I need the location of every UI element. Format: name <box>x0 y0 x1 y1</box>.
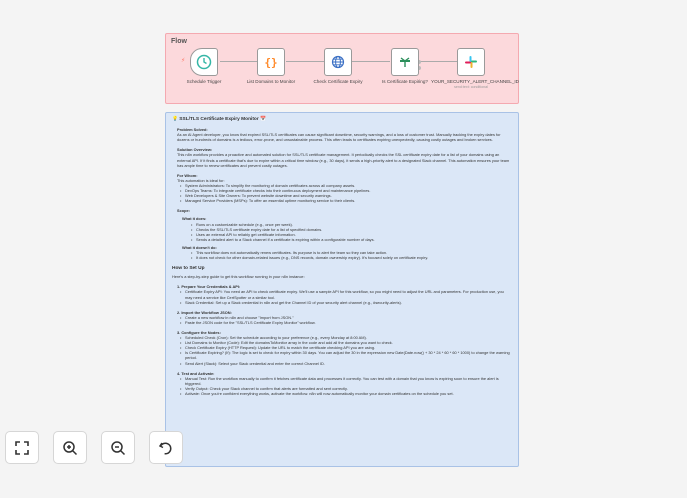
trigger-bolt-icon: ⚡ <box>181 58 186 64</box>
node-schedule-trigger[interactable] <box>190 48 218 76</box>
doesnt-heading: What it doesn't do: <box>182 244 217 250</box>
zoom-in-icon <box>62 440 78 456</box>
zoom-in-button[interactable] <box>53 431 87 464</box>
for-whom-heading: For Whom: <box>177 172 198 178</box>
fit-view-icon <box>14 440 30 456</box>
node-label: Check Certificate Expiry <box>313 79 363 84</box>
node-label: Schedule Trigger <box>186 79 222 84</box>
code-braces-icon: {} <box>264 55 278 69</box>
list-item: • Certificate Expiry API: You need an API to check certificate expiry. We'll use a sample API for this workflow, so you might need to adjust the URL and parameters. For production use, you may need a service like CertSpotter or a similar tool. <box>177 289 512 299</box>
node-list-domains[interactable] <box>257 48 285 76</box>
problem-text: As an AI Agent developer, you know that expired SSL/TLS certificates can cause significant downtime, security warnings, and a loss of customer trust. Manually tracking the expiry dates for dozens or hundreds of domains is a tedious, error-prone, and unsustainable process. This often leads to certificates expiring unexpectedly, causing costly outages and broken services. <box>177 132 501 143</box>
clock-icon <box>196 54 212 70</box>
list-item: • Managed Service Providers (MSPs): To offer an essential uptime monitoring service to their clients. <box>177 198 512 203</box>
list-item: • Manual Test: Run the workflow manually to confirm it fetches certificate data and processes it correctly. You can test with a domain that you know is expiring soon to ensure the alert is triggered. <box>177 376 512 386</box>
slack-icon <box>464 55 478 69</box>
does-heading: What it does: <box>182 216 207 222</box>
list-item: • Check Certificate Expiry (HTTP Request): Update the URL to match the certificate checking API you are using. <box>177 345 512 350</box>
node-check-certificate[interactable] <box>324 48 352 76</box>
list-item: • Scheduled Check (Cron): Set the schedule according to your preference (e.g., every Monday at 8:00 AM). <box>177 335 512 340</box>
step-4-heading: 4. Test and Activate: <box>177 370 215 376</box>
globe-icon <box>331 55 345 69</box>
list-item: • DevOps Teams: To integrate certificate checks into their continuous deployment and maintenance pipelines. <box>177 188 512 193</box>
node-label: Is Certificate Expiring? <box>382 79 428 84</box>
list-item: • Send Alert (Slack): Select your Slack credential and enter the correct Channel ID. <box>177 361 512 366</box>
branch-icon <box>398 55 412 69</box>
connection-line <box>419 61 457 62</box>
list-item: • Slack Credential: Set up a Slack credential in n8n and get the Channel ID of your security alert channel (e.g., #security-alerts). <box>177 300 512 305</box>
reset-zoom-icon <box>158 440 174 456</box>
documentation-sticky-note[interactable] <box>165 112 519 467</box>
zoom-out-button[interactable] <box>101 431 135 464</box>
list-item: • This workflow does not automatically renew certificates. Its purpose is to alert the team so they can take action. <box>182 250 512 255</box>
flow-sticky-note[interactable] <box>165 33 519 104</box>
setup-intro: Here's a step-by-step guide to get this workflow running in your n8n instance: <box>172 274 305 280</box>
connection-line <box>220 61 257 62</box>
step-3-heading: 3. Configure the Nodes: <box>177 330 221 335</box>
list-item: • Checks the SSL/TLS certificate expiry date for a list of specified domains. <box>182 227 512 232</box>
list-item: • Create a new workflow in n8n and choose "Import from JSON." <box>177 315 512 320</box>
list-item: • Web Developers & Site Owners: To prevent website downtime and security warnings. <box>177 193 512 198</box>
node-label: List Domains to Monitor <box>246 79 296 84</box>
list-item: • System Administrators: To simplify the monitoring of domain certificates across all company assets. <box>177 183 512 188</box>
connection-line <box>352 61 390 62</box>
doc-title: 💡 SSL/TLS Certificate Expiry Monitor 📅 <box>172 117 267 122</box>
list-item: • Is Certificate Expiring? (If): The logic is set to check for expiry within 30 days. You can adjust the 30 in the expression new Date(Date.now() + 30 * 24 * 60 * 60 * 1000) to change the warning period. <box>177 350 512 360</box>
connection-line <box>286 61 324 62</box>
list-item: • Sends a detailed alert to a Slack channel if a certificate is expiring within a configurable number of days. <box>182 237 512 242</box>
list-item: • Runs on a customizable schedule (e.g., once per week). <box>182 222 512 227</box>
step-1-heading: 1. Prepare Your Credentials & API: <box>177 284 241 290</box>
scope-heading: Scope: <box>177 208 190 214</box>
list-item: • Uses an external API to reliably get certificate information. <box>182 232 512 237</box>
flow-title: Flow <box>171 38 187 45</box>
node-slack-alert[interactable] <box>457 48 485 76</box>
list-item: • Activate: Once you're confident everything works, activate the workflow. n8n will now automatically monitor your domain certificates on the schedule you set. <box>177 391 512 396</box>
list-item: • Paste the JSON code for the "SSL/TLS Certificate Expiry Monitor" workflow. <box>177 320 512 325</box>
fit-view-button[interactable] <box>5 431 39 464</box>
reset-zoom-button[interactable] <box>149 431 183 464</box>
list-item: • Verify Output: Check your Slack channel to confirm that alerts are formatted and sent correctly. <box>177 386 512 391</box>
node-subtitle: send:text: conditional <box>454 84 488 89</box>
problem-heading: Problem Solved: <box>177 127 208 133</box>
step-2-heading: 2. Import the Workflow JSON: <box>177 309 232 315</box>
for-whom-text: This automation is ideal for: <box>177 177 225 183</box>
solution-text: This n8n workflow provides a proactive and automated solution for SSL/TLS certificate management. It periodically checks the SSL certificate expiry date for a list of your domains using an external API. If it finds a certificate that's due to expire within a critical time window (e.g., 30 days), it sends a high-priority alert to a designated Slack channel. This automation ensures your team has ample time to renew certificates and prevent costly outages. <box>177 152 510 168</box>
zoom-out-icon <box>110 440 126 456</box>
setup-heading: How to Set Up <box>172 266 205 272</box>
list-item: • List Domains to Monitor (Code): Edit the domainsToMonitor array in the code and add all the domains you want to check. <box>177 340 512 345</box>
solution-heading: Solution Overview: <box>177 147 213 153</box>
node-if-expiring[interactable] <box>391 48 419 76</box>
node-label: YOUR_SECURITY_ALERT_CHANNEL_ID send:text: conditional <box>431 79 519 89</box>
list-item: • It does not check for other domain-related issues (e.g., DNS records, domain ownership expiry). It's focused solely on certificate expiry. <box>182 255 512 260</box>
